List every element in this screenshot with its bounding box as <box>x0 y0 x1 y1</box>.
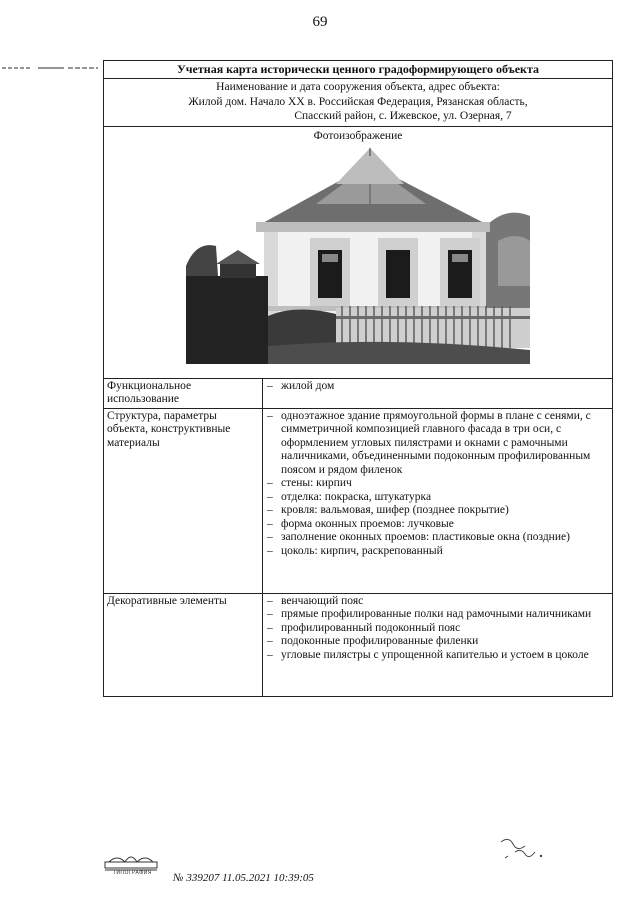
list-item: – жилой дом <box>267 380 609 394</box>
list-item: – цоколь: кирпич, раскрепованный <box>267 545 609 559</box>
number-sign: № <box>173 872 184 884</box>
stamp-text: 339207 11.05.2021 10:39:05 <box>186 872 314 884</box>
name-line-2: Спасский район, с. Ижевское, ул. Озерная, 7 <box>294 110 512 122</box>
label-functional-use: Функциональное использование <box>104 378 263 408</box>
margin-scan-mark <box>2 66 102 70</box>
footer <box>103 852 640 892</box>
signature-mark <box>495 832 555 872</box>
list-item: – форма оконных проемов: лучковые <box>267 518 609 532</box>
photo-block <box>104 126 613 378</box>
list-item: – венчающий пояс <box>267 595 609 609</box>
list-item: – прямые профилированные полки над рамочными наличниками <box>267 608 609 622</box>
name-heading: Наименование и дата сооружения объекта, адрес объекта: <box>216 81 500 93</box>
list-item: – заполнение оконных проемов: пластиковые окна (поздние) <box>267 531 609 545</box>
record-card <box>103 60 613 697</box>
value-structure <box>263 408 613 593</box>
value-decorative <box>263 593 613 696</box>
label-structure: Структура, параметры объекта, конструктивные материалы <box>104 408 263 593</box>
house-photo <box>186 146 530 364</box>
list-item: – профилированный подоконный пояс <box>267 622 609 636</box>
label-decorative: Декоративные элементы <box>104 593 263 696</box>
object-name-block <box>104 79 613 127</box>
value-functional-use <box>263 378 613 408</box>
card-title: Учетная карта исторически ценного градоформирующего объекта <box>104 61 613 79</box>
list-item: – угловые пилястры с упрощенной капителью и устоем в цоколе <box>267 649 609 663</box>
list-item: – одноэтажное здание прямоугольной формы в плане с сенями, с симметричной композицией главного фасада в три оси, с оформлением угловых пилястрами и окнами с рамочными наличниками, объединенными подоконным профилированным поясом и рядом филенок <box>267 410 609 478</box>
registration-stamp <box>173 872 314 884</box>
list-item: – стены: кирпич <box>267 477 609 491</box>
logo-caption: ТИПОГРАФИЯ <box>113 870 152 876</box>
photo-heading: Фотоизображение <box>313 129 403 142</box>
page-number: 69 <box>312 14 328 30</box>
list-item: – кровля: вальмовая, шифер (позднее покрытие) <box>267 504 609 518</box>
list-item: – отделка: покраска, штукатурка <box>267 491 609 505</box>
list-item: – подоконные профилированные филенки <box>267 635 609 649</box>
name-line-1: Жилой дом. Начало XX в. Российская Федерация, Рязанская область, <box>188 95 528 108</box>
